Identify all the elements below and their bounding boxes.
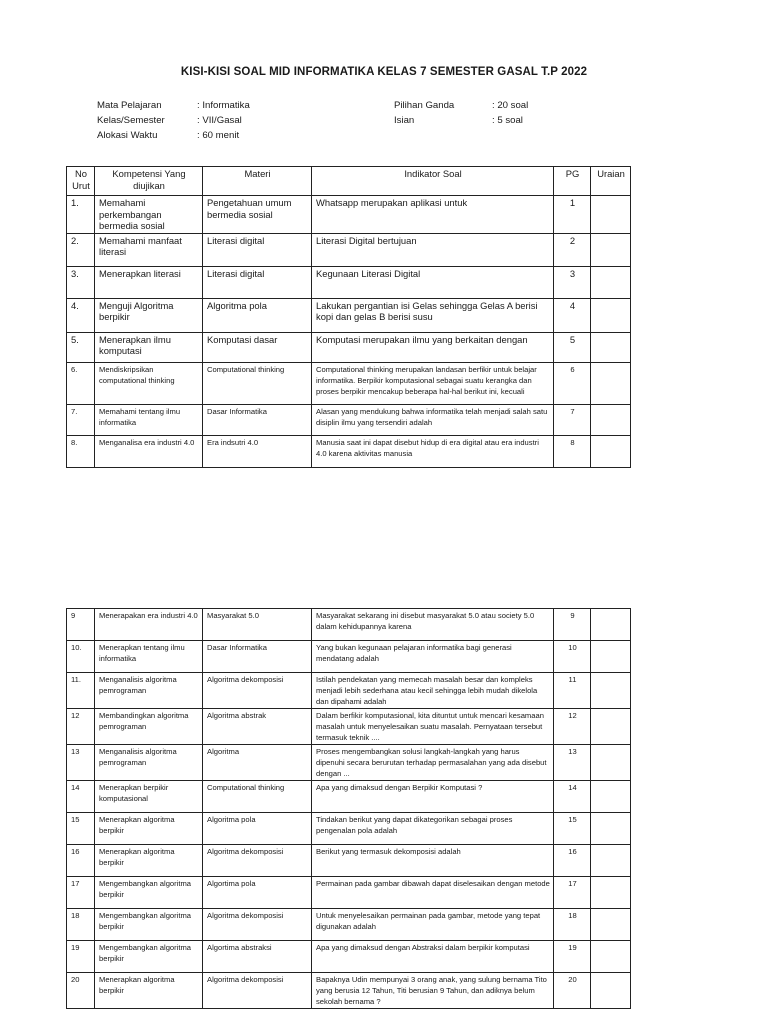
cell-uraian [591,233,631,266]
cell-kompetensi: Menerapkan algoritma berpikir [95,813,203,845]
cell-uraian [591,709,631,745]
cell-kompetensi: Menerapkan tentang ilmu informatika [95,641,203,673]
header-pg: PG [554,167,591,196]
table-row [67,673,631,709]
info-right [394,98,528,128]
cell-materi: Masyarakat 5.0 [203,609,312,641]
table-row [67,941,631,973]
cell-no: 20 [67,973,95,1009]
cell-pg: 19 [554,941,591,973]
table-row [67,196,631,234]
info-row-isian [394,113,528,128]
cell-no: 18 [67,909,95,941]
cell-indikator: Tindakan berikut yang dapat dikategorikan sebagai proses pengenalan pola adalah [312,813,554,845]
info-value: : 20 soal [492,100,529,111]
cell-materi: Literasi digital [203,233,312,266]
cell-indikator: Bapaknya Udin mempunyai 3 orang anak, yang sulung bernama Tito yang berusia 12 Tahun, Titi berusian 9 Tahun, dan adiknya belum sekolah bernama ? [312,973,554,1009]
table-row [67,404,631,435]
cell-uraian [591,404,631,435]
cell-materi: Era indsutri 4.0 [203,435,312,467]
cell-pg: 4 [554,298,591,332]
cell-kompetensi: Menganalisis algoritma pemrograman [95,673,203,709]
cell-kompetensi: Menerapkan berpikir komputasional [95,781,203,813]
header-indikator: Indikator Soal [312,167,554,196]
cell-kompetensi: Memahami manfaat literasi [95,233,203,266]
info-label: Mata Pelajaran [97,100,162,111]
cell-kompetensi: Menerapkan algoritma berpikir [95,973,203,1009]
table-row [67,745,631,781]
cell-pg: 12 [554,709,591,745]
cell-no: 5. [67,332,95,362]
cell-uraian [591,641,631,673]
cell-indikator: Lakukan pergantian isi Gelas sehingga Gelas A berisi kopi dan gelas B berisi susu [312,298,554,332]
cell-pg: 2 [554,233,591,266]
cell-indikator: Literasi Digital bertujuan [312,233,554,266]
cell-uraian [591,332,631,362]
info-value: : Informatika [197,100,250,111]
cell-uraian [591,435,631,467]
cell-kompetensi: Mengembangkan algoritma berpikir [95,909,203,941]
cell-pg: 15 [554,813,591,845]
cell-kompetensi: Menerapkan literasi [95,266,203,298]
cell-materi: Computational thinking [203,781,312,813]
cell-indikator: Komputasi merupakan ilmu yang berkaitan dengan [312,332,554,362]
cell-materi: Algoritma pola [203,813,312,845]
cell-pg: 7 [554,404,591,435]
header-materi: Materi [203,167,312,196]
document-title: KISI-KISI SOAL MID INFORMATIKA KELAS 7 SEMESTER GASAL T.P 2022 [180,66,588,78]
cell-uraian [591,813,631,845]
cell-indikator: Berikut yang termasuk dekomposisi adalah [312,845,554,877]
cell-indikator: Proses mengembangkan solusi langkah-langkah yang harus dipenuhi secara berurutan terhadap permasalahan yang ada disebut dengan ... [312,745,554,781]
table-row [67,845,631,877]
cell-kompetensi: Mengembangkan algoritma berpikir [95,941,203,973]
cell-no: 1. [67,196,95,234]
cell-materi: Algortima pola [203,877,312,909]
cell-kompetensi: Membandingkan algoritma pemrograman [95,709,203,745]
table-row [67,877,631,909]
info-row-mata-pelajaran [97,98,250,113]
cell-materi: Dasar Informatika [203,404,312,435]
cell-uraian [591,362,631,404]
info-row-kelas-semester [97,113,250,128]
table-row [67,709,631,745]
cell-pg: 3 [554,266,591,298]
cell-indikator: Untuk menyelesaikan permainan pada gambar, metode yang tepat digunakan adalah [312,909,554,941]
cell-uraian [591,877,631,909]
cell-uraian [591,196,631,234]
cell-materi: Algoritma dekomposisi [203,845,312,877]
table-row [67,909,631,941]
cell-kompetensi: Menguji Algoritma berpikir [95,298,203,332]
cell-uraian [591,845,631,877]
cell-pg: 8 [554,435,591,467]
table-header-row [67,167,631,196]
cell-no: 17 [67,877,95,909]
cell-kompetensi: Menerapkan ilmu komputasi [95,332,203,362]
table-row [67,266,631,298]
info-left [97,98,250,143]
table-row [67,781,631,813]
cell-no: 16 [67,845,95,877]
cell-uraian [591,781,631,813]
cell-indikator: Manusia saat ini dapat disebut hidup di era digital atau era industri 4.0 karena aktivitas manusia [312,435,554,467]
cell-pg: 6 [554,362,591,404]
info-label: Kelas/Semester [97,115,165,126]
cell-uraian [591,673,631,709]
cell-materi: Computational thinking [203,362,312,404]
cell-pg: 13 [554,745,591,781]
cell-no: 7. [67,404,95,435]
cell-pg: 11 [554,673,591,709]
cell-no: 9 [67,609,95,641]
info-value: : 5 soal [492,115,523,126]
cell-materi: Algoritma [203,745,312,781]
cell-materi: Algoritma pola [203,298,312,332]
cell-no: 6. [67,362,95,404]
cell-materi: Algoritma dekomposisi [203,909,312,941]
cell-no: 13 [67,745,95,781]
cell-no: 12 [67,709,95,745]
table-row [67,298,631,332]
cell-indikator: Whatsapp merupakan aplikasi untuk [312,196,554,234]
cell-pg: 9 [554,609,591,641]
cell-no: 2. [67,233,95,266]
cell-uraian [591,266,631,298]
cell-indikator: Yang bukan kegunaan pelajaran informatika bagi generasi mendatang adalah [312,641,554,673]
cell-kompetensi: Menganalisis algoritma pemrograman [95,745,203,781]
cell-kompetensi: Mendiskripsikan computational thinking [95,362,203,404]
cell-uraian [591,941,631,973]
cell-no: 3. [67,266,95,298]
cell-pg: 17 [554,877,591,909]
kisi-kisi-table-page-2 [66,608,631,1009]
header-no-urut: No Urut [67,167,95,196]
cell-materi: Literasi digital [203,266,312,298]
table-row [67,362,631,404]
cell-indikator: Alasan yang mendukung bahwa informatika telah menjadi salah satu disiplin ilmu yang tersendiri adalah [312,404,554,435]
cell-uraian [591,973,631,1009]
cell-materi: Komputasi dasar [203,332,312,362]
cell-materi: Algortima abstraksi [203,941,312,973]
cell-uraian [591,609,631,641]
table-row [67,233,631,266]
cell-pg: 1 [554,196,591,234]
cell-uraian [591,298,631,332]
cell-indikator: Istilah pendekatan yang memecah masalah besar dan kompleks menjadi lebih sederhana atau kecil sehingga lebih mudah dikelola dan dipahami adalah [312,673,554,709]
cell-uraian [591,745,631,781]
info-value: : VII/Gasal [197,115,242,126]
cell-kompetensi: Menerapakan era industri 4.0 [95,609,203,641]
info-label: Isian [394,115,415,126]
header-kompetensi: Kompetensi Yang diujikan [95,167,203,196]
cell-kompetensi: Menganalisa era industri 4.0 [95,435,203,467]
cell-materi: Algoritma abstrak [203,709,312,745]
cell-indikator: Computational thinking merupakan landasan berfikir untuk belajar informatika. Berpikir komputasional sebagai suatu kerangka dan proses berpikir mencakup beberapa hal-hal berikut ini, kecuali [312,362,554,404]
info-row-pilihan-ganda [394,98,528,113]
cell-materi: Algoritma dekomposisi [203,673,312,709]
cell-indikator: Apa yang dimaksud dengan Abstraksi dalam berpikir komputasi [312,941,554,973]
table-row [67,609,631,641]
cell-pg: 10 [554,641,591,673]
cell-kompetensi: Memahami tentang ilmu informatika [95,404,203,435]
cell-pg: 14 [554,781,591,813]
kisi-kisi-table-page-1 [66,166,631,468]
cell-materi: Algoritma dekomposisi [203,973,312,1009]
cell-indikator: Dalam berfikir komputasional, kita dituntut untuk mencari kesamaan masalah untuk menyelesaikan suatu masalah. Pernyataan tersebut termasuk teknik .... [312,709,554,745]
cell-indikator: Apa yang dimaksud dengan Berpikir Komputasi ? [312,781,554,813]
cell-indikator: Kegunaan Literasi Digital [312,266,554,298]
table-row [67,332,631,362]
info-label: Alokasi Waktu [97,130,158,141]
cell-uraian [591,909,631,941]
cell-no: 14 [67,781,95,813]
info-row-alokasi-waktu [97,128,250,143]
table-row [67,435,631,467]
table-row [67,813,631,845]
info-label: Pilihan Ganda [394,100,455,111]
info-value: : 60 menit [197,130,240,141]
cell-no: 15 [67,813,95,845]
header-uraian: Uraian [591,167,631,196]
cell-materi: Pengetahuan umum bermedia sosial [203,196,312,234]
cell-pg: 16 [554,845,591,877]
cell-no: 4. [67,298,95,332]
cell-no: 19 [67,941,95,973]
cell-pg: 18 [554,909,591,941]
table-row [67,641,631,673]
cell-pg: 20 [554,973,591,1009]
cell-kompetensi: Mengembangkan algoritma berpikir [95,877,203,909]
cell-kompetensi: Memahami perkembangan bermedia sosial [95,196,203,234]
cell-no: 8. [67,435,95,467]
cell-indikator: Permainan pada gambar dibawah dapat diselesaikan dengan metode [312,877,554,909]
cell-materi: Dasar Informatika [203,641,312,673]
cell-pg: 5 [554,332,591,362]
cell-no: 11. [67,673,95,709]
cell-no: 10. [67,641,95,673]
cell-indikator: Masyarakat sekarang ini disebut masyarakat 5.0 atau society 5.0 dalam kehidupannya karena [312,609,554,641]
table-row [67,973,631,1009]
cell-kompetensi: Menerapkan algoritma berpikir [95,845,203,877]
